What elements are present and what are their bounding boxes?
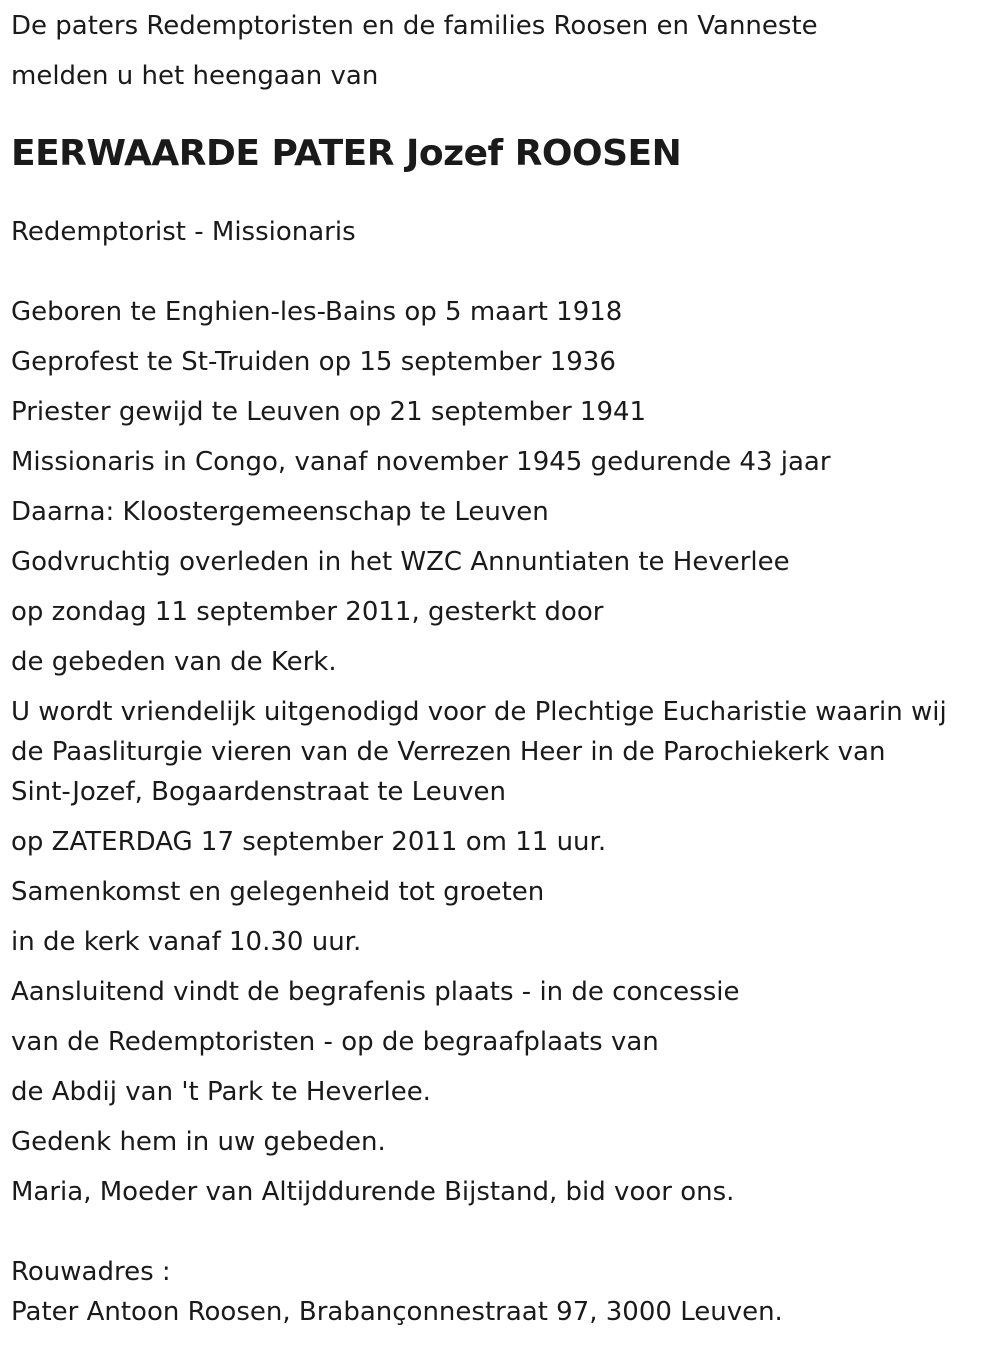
- biography-line: Missionaris in Congo, vanaf november 1945 gedurende 43 jaar: [11, 447, 831, 477]
- details-line: op ZATERDAG 17 september 2011 om 11 uur.: [11, 827, 607, 857]
- details-line: de Abdij van 't Park te Heverlee.: [11, 1077, 431, 1107]
- deceased-name: EERWAARDE PATER Jozef ROOSEN: [11, 133, 682, 174]
- intro-line: melden u het heengaan van: [11, 61, 379, 91]
- biography-line: op zondag 11 september 2011, gesterkt door: [11, 597, 604, 627]
- address-block: [11, 1252, 991, 1332]
- biography-line: de gebeden van de Kerk.: [11, 647, 337, 677]
- details-line: van de Redemptoristen - op de begraafplaats van: [11, 1027, 659, 1057]
- biography-line: Geprofest te St-Truiden op 15 september 1936: [11, 347, 616, 377]
- details-line: Maria, Moeder van Altijddurende Bijstand, bid voor ons.: [11, 1177, 735, 1207]
- address-value: Pater Antoon Roosen, Brabançonnestraat 97, 3000 Leuven.: [11, 1297, 783, 1327]
- intro-line: De paters Redemptoristen en de families Roosen en Vanneste: [11, 11, 818, 41]
- address-label: Rouwadres :: [11, 1257, 171, 1287]
- biography-block: [11, 292, 991, 692]
- invitation-line: Sint-Jozef, Bogaardenstraat te Leuven: [11, 777, 507, 807]
- biography-line: Godvruchtig overleden in het WZC Annuntiaten te Heverlee: [11, 547, 790, 577]
- invitation-line: U wordt vriendelijk uitgenodigd voor de Plechtige Eucharistie waarin wij: [11, 697, 947, 727]
- biography-line: Priester gewijd te Leuven op 21 september 1941: [11, 397, 647, 427]
- obituary-document: [11, 0, 991, 1332]
- details-line: in de kerk vanaf 10.30 uur.: [11, 927, 362, 957]
- invitation-line: de Paasliturgie vieren van de Verrezen Heer in de Parochiekerk van: [11, 737, 886, 767]
- details-block: [11, 822, 991, 1222]
- details-line: Aansluitend vindt de begrafenis plaats - in de concessie: [11, 977, 740, 1007]
- deceased-role: Redemptorist - Missionaris: [11, 217, 356, 247]
- biography-line: Geboren te Enghien-les-Bains op 5 maart 1918: [11, 297, 623, 327]
- invitation-block: [11, 692, 991, 812]
- intro-block: [11, 0, 991, 106]
- details-line: Gedenk hem in uw gebeden.: [11, 1127, 386, 1157]
- details-line: Samenkomst en gelegenheid tot groeten: [11, 877, 545, 907]
- biography-line: Daarna: Kloostergemeenschap te Leuven: [11, 497, 549, 527]
